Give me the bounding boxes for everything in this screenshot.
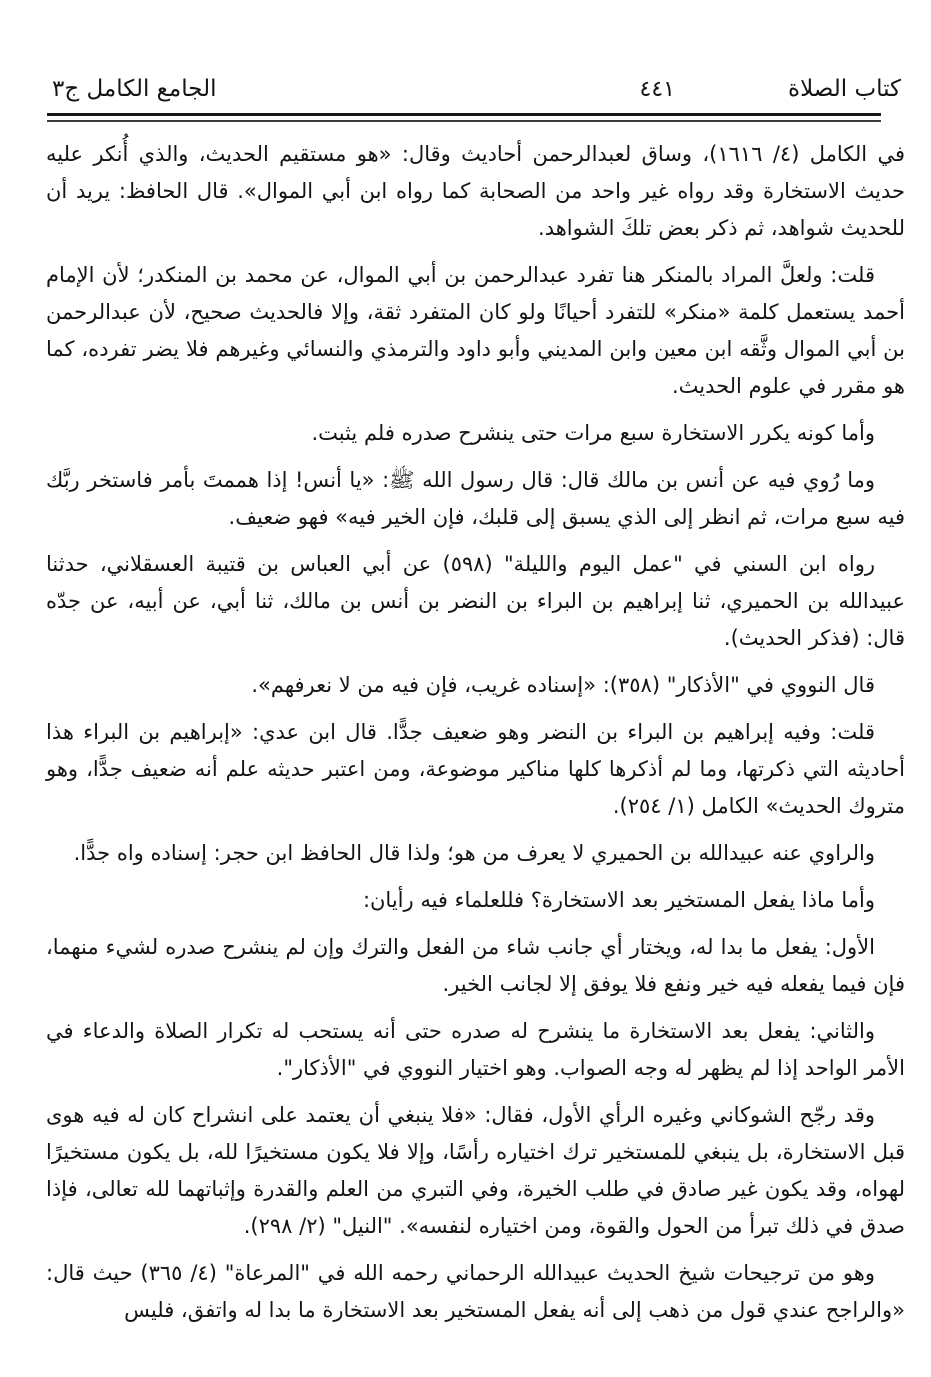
paragraph: في الكامل (٤/ ١٦١٦)، وساق لعبدالرحمن أحاديث وقال: «هو مستقيم الحديث، والذي أُنكر عليه حديث الاستخارة وقد رواه غير واحد من الصحابة كما رواه ابن أبي الموال». قال الحافظ: يريد أن للحديث شواهد، ثم ذكر بعض تلكَ الشواهد.: [46, 142, 905, 240]
paragraph: وأما كونه يكرر الاستخارة سبع مرات حتى ينشرح صدره فلم يثبت.: [311, 421, 875, 445]
page-header: [0, 0, 931, 105]
paragraph: والثاني: يفعل بعد الاستخارة ما ينشرح له صدره حتى أنه يستحب له تكرار الصلاة والدعاء في الأمر الواحد إذا لم يظهر له وجه الصواب. وهو اختيار النووي في "الأذكار".: [46, 1019, 905, 1080]
paragraph: رواه ابن السني في "عمل اليوم والليلة" (٥٩٨) عن أبي العباس بن قتيبة العسقلاني، حدثنا عبيدالله بن الحميري، ثنا إبراهيم بن البراء بن النضر بن أنس بن مالك، ثنا أبي، عن أبيه، عن جدّه قال: (فذكر الحديث).: [46, 552, 905, 650]
paragraph: وقد رجّح الشوكاني وغيره الرأي الأول، فقال: «فلا ينبغي أن يعتمد على انشراح كان له فيه هوى قبل الاستخارة، بل ينبغي للمستخير ترك اختياره رأسًا، وإلا فلا يكون مستخيرًا لله، بل يكون مستخيرًا لهواه، وقد يكون غير صادق في طلب الخيرة، وفي التبري من العلم والقدرة وإثباتهما لله تعالى، فإذا صدق في ذلك تبرأ من الحول والقوة، ومن اختياره لنفسه». "النيل" (٢/ ٢٩٨).: [46, 1103, 905, 1238]
paragraph: قلت: ولعلَّ المراد بالمنكر هنا تفرد عبدالرحمن بن أبي الموال، عن محمد بن المنكدر؛ لأن الإمام أحمد يستعمل كلمة «منكر» للتفرد أحيانًا ولو كان المتفرد ثقة، وإلا فالحديث صحيح، لأن عبدالرحمن بن أبي الموال وثَّقه ابن معين وابن المديني وأبو داود والترمذي والنسائي وغيرهم فلا يضر تفرده، كما هو مقرر في علوم الحديث.: [46, 263, 905, 398]
paragraph: قال النووي في "الأذكار" (٣٥٨): «إسناده غريب، فإن فيه من لا نعرفهم».: [251, 673, 875, 697]
paragraph: وهو من ترجيحات شيخ الحديث عبيدالله الرحماني رحمه الله في "المرعاة" (٤/ ٣٦٥) حيث قال: «والراجح عندي قول من ذهب إلى أنه يفعل المستخير بعد الاستخارة ما بدا له واتفق، فليس: [46, 1261, 905, 1322]
paragraph: وأما ماذا يفعل المستخير بعد الاستخارة؟ فللعلماء فيه رأيان:: [362, 888, 875, 912]
page-body: [0, 122, 931, 1329]
paragraph: قلت: وفيه إبراهيم بن البراء بن النضر وهو ضعيف جدًّا. قال ابن عدي: «إبراهيم بن البراء هذا أحاديثه التي ذكرتها، وما لم أذكرها كلها مناكير موضوعة، ومن اعتبر حديثه علم أنه ضعيف جدًّا، وهو متروك الحديث» الكامل (١/ ٢٥٤).: [46, 720, 905, 818]
paragraph: وما رُوي فيه عن أنس بن مالك قال: قال رسول الله ﷺ: «يا أنس! إذا هممتَ بأمر فاستخر ربَّك فيه سبع مرات، ثم انظر إلى الذي يسبق إلى قلبك، فإن الخير فيه» فهو ضعيف.: [46, 468, 905, 529]
paragraph: والراوي عنه عبيدالله بن الحميري لا يعرف من هو؛ ولذا قال الحافظ ابن حجر: إسناده واه جدًّا.: [73, 841, 875, 865]
paragraph: الأول: يفعل ما بدا له، ويختار أي جانب شاء من الفعل والترك وإن لم ينشرح صدره لشيء منهما، فإن فيما يفعله فيه خير ونفع فلا يوفق إلا لجانب الخير.: [46, 935, 905, 996]
page-number: ٤٤١: [639, 77, 675, 102]
header-double-rule: [47, 113, 881, 122]
running-head-book-title: الجامع الكامل ج٣: [52, 76, 217, 102]
running-head-section-title: كتاب الصلاة: [788, 76, 901, 102]
